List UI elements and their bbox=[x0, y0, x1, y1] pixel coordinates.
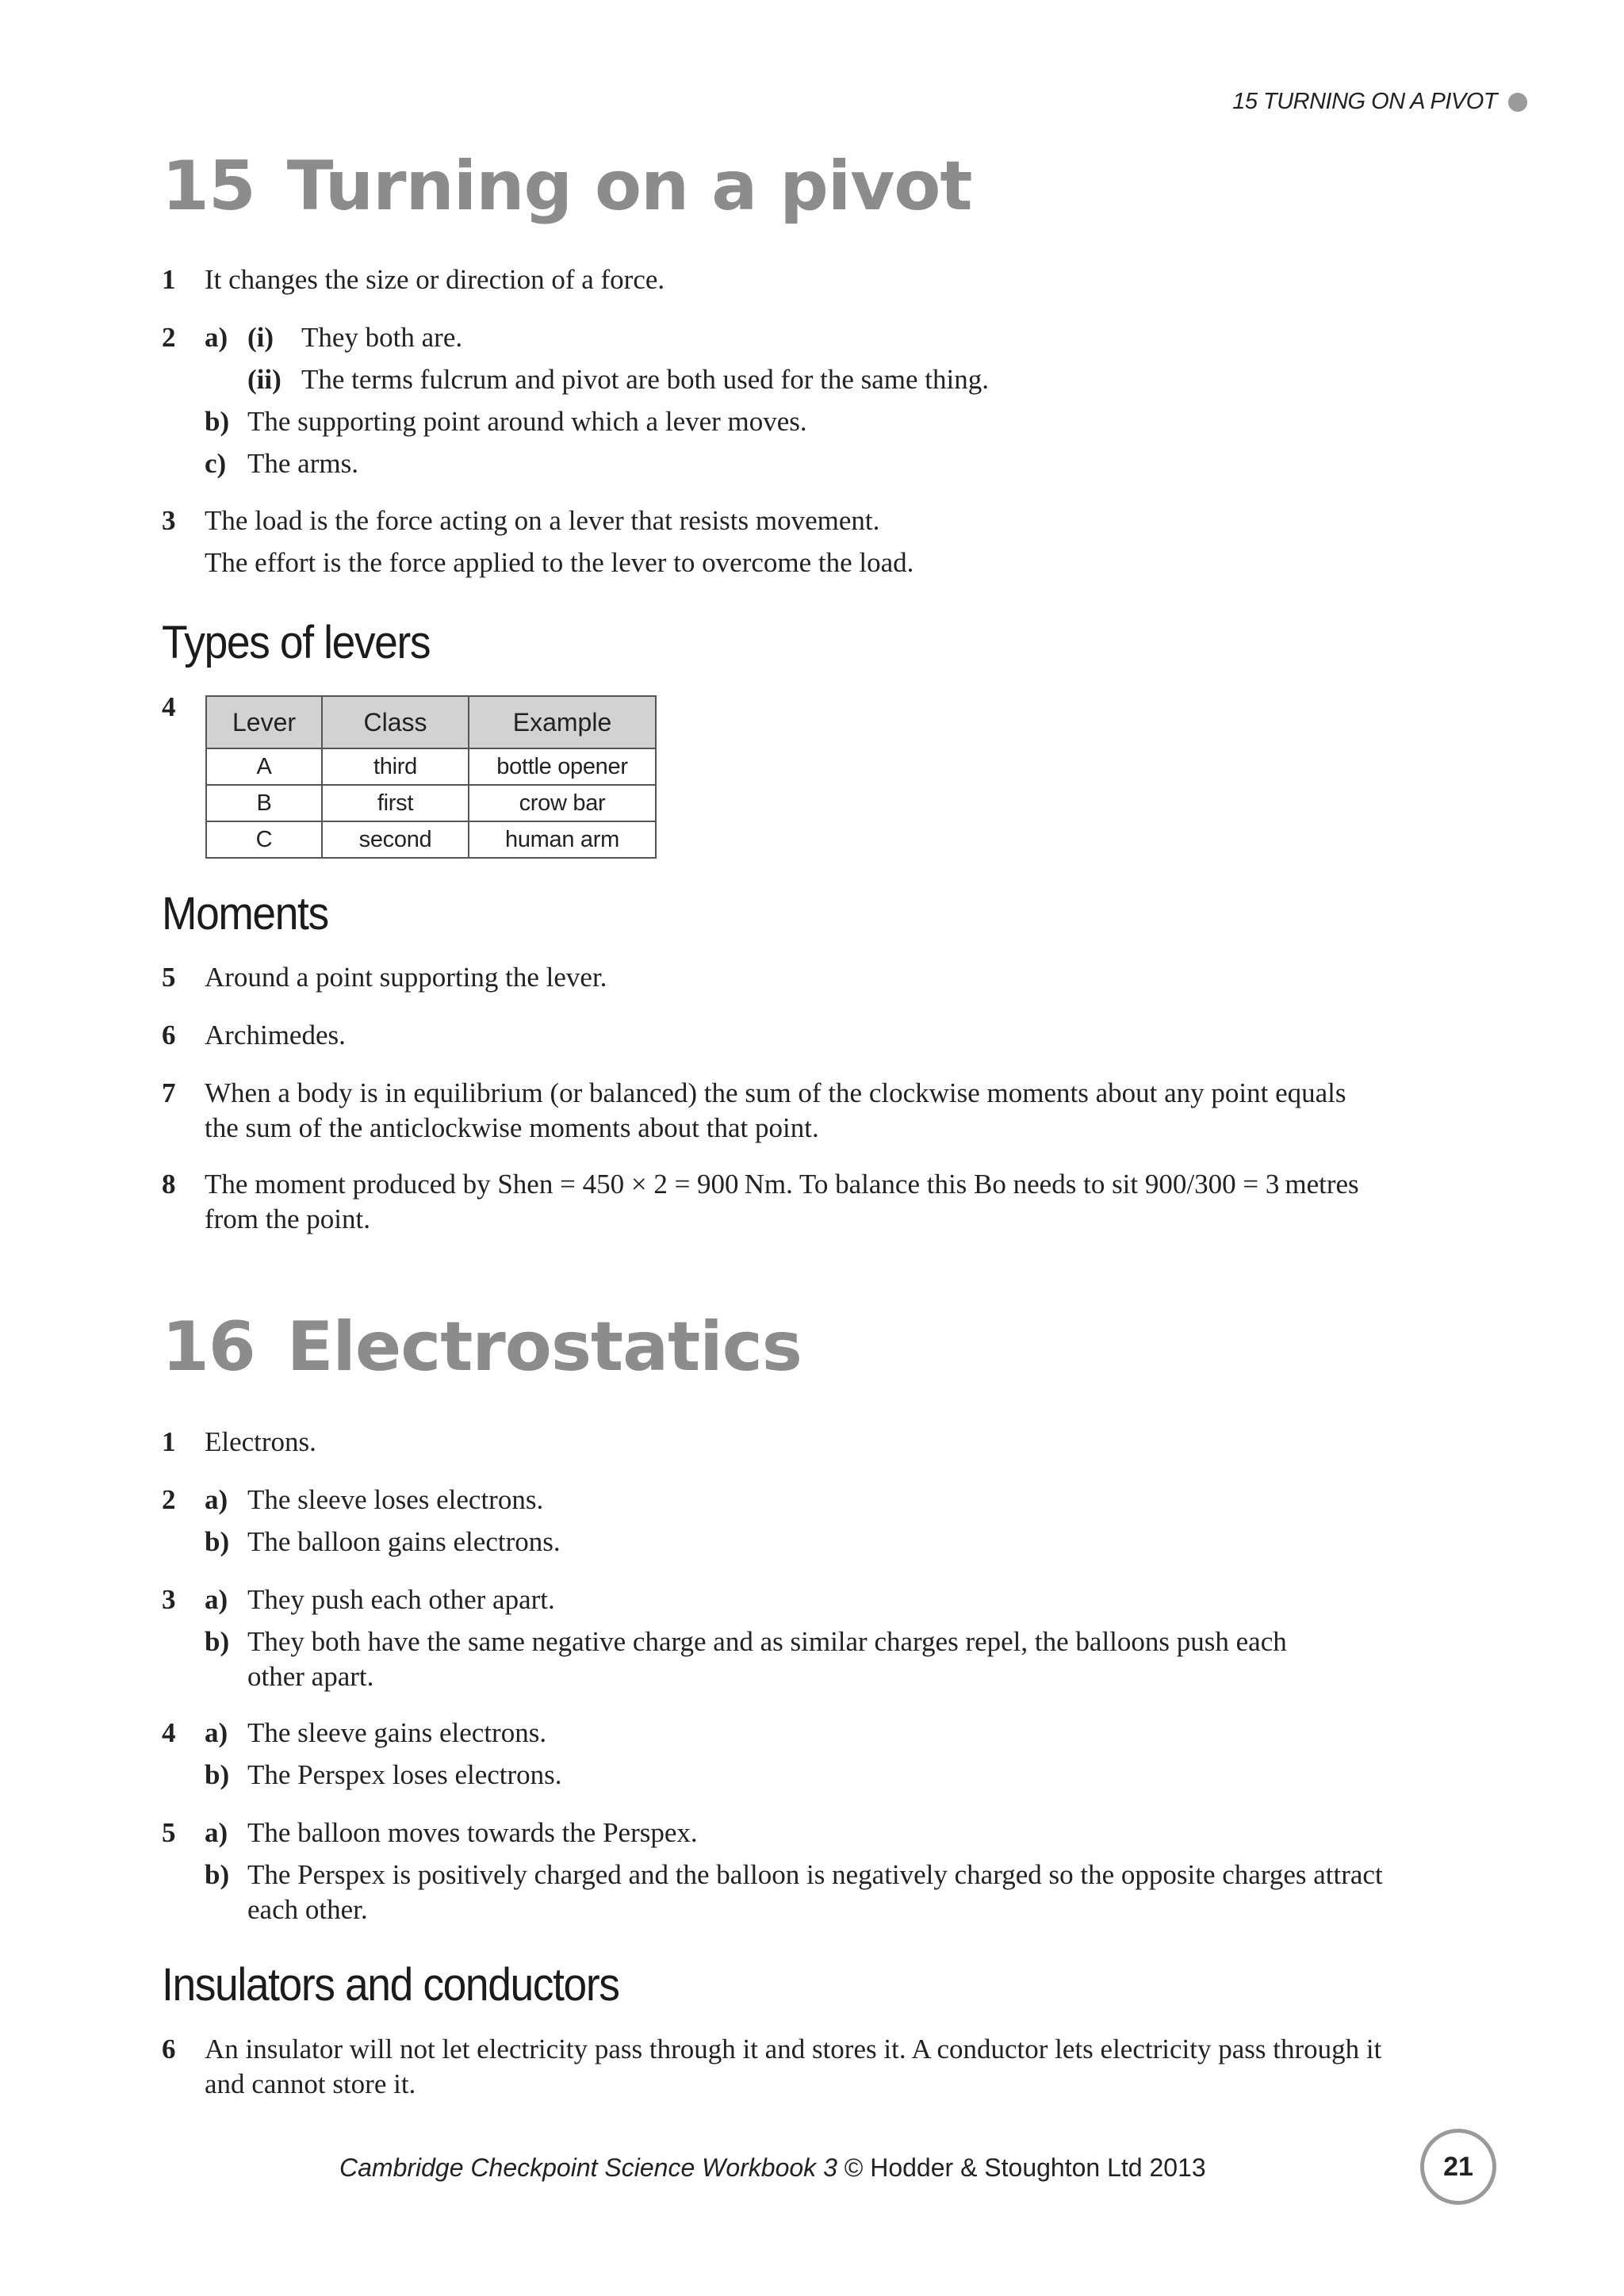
table-cell: A bbox=[206, 748, 322, 785]
column-header: Example bbox=[469, 696, 656, 748]
answer-text: The supporting point around which a lever moves. bbox=[247, 406, 807, 437]
chapter-title-text: Electrostatics bbox=[286, 1307, 802, 1387]
answer-text: The terms fulcrum and pivot are both used for the same thing. bbox=[301, 364, 989, 395]
footer-publisher: © Hodder & Stoughton Ltd 2013 bbox=[837, 2153, 1206, 2182]
chapter-number: 16 bbox=[162, 1307, 255, 1387]
question-number: 3 bbox=[162, 1584, 176, 1615]
section-heading-insulators-and-conductors: Insulators and conductors bbox=[162, 1959, 619, 2011]
part-b bbox=[205, 1624, 1486, 1694]
question-number: 5 bbox=[162, 962, 176, 993]
question-number: 6 bbox=[162, 1020, 176, 1050]
column-header: Class bbox=[322, 696, 469, 748]
levers-table bbox=[205, 695, 657, 859]
question-16-5 bbox=[162, 1816, 1486, 1927]
answer-text: The Perspex is positively charged and the balloon is negatively charged so the opposite charges attract bbox=[247, 1859, 1383, 1890]
part-a bbox=[205, 320, 1486, 397]
question-15-1 bbox=[162, 262, 1486, 297]
answer-text: The effort is the force applied to the lever to overcome the load. bbox=[205, 547, 914, 578]
part-a bbox=[205, 1483, 1486, 1517]
table-cell: third bbox=[322, 748, 469, 785]
subpart-ii bbox=[247, 362, 1486, 397]
table-cell: first bbox=[322, 785, 469, 821]
table-cell: bottle opener bbox=[469, 748, 656, 785]
answer-text: The moment produced by Shen = 450 × 2 = 900 Nm. To balance this Bo needs to sit 900/300 = 3 metres bbox=[205, 1169, 1359, 1200]
question-16-1 bbox=[162, 1425, 1486, 1460]
part-label: a) bbox=[205, 1484, 228, 1515]
question-15-5 bbox=[162, 960, 1486, 995]
subpart-i bbox=[247, 320, 1486, 355]
question-16-3 bbox=[162, 1582, 1486, 1694]
answer-text: Around a point supporting the lever. bbox=[205, 962, 607, 993]
question-number: 8 bbox=[162, 1169, 176, 1200]
question-number: 2 bbox=[162, 1484, 176, 1515]
part-b bbox=[205, 1525, 1486, 1559]
part-label: b) bbox=[205, 406, 230, 437]
chapter-16-title bbox=[162, 1307, 802, 1387]
question-number: 4 bbox=[162, 1717, 176, 1748]
question-number: 1 bbox=[162, 1426, 176, 1457]
question-number: 5 bbox=[162, 1817, 176, 1848]
running-head bbox=[1232, 89, 1527, 115]
answer-text: The load is the force acting on a lever that resists movement. bbox=[205, 505, 880, 536]
part-b bbox=[205, 1858, 1486, 1927]
table-cell: crow bar bbox=[469, 785, 656, 821]
question-15-6 bbox=[162, 1018, 1486, 1053]
page-number: 21 bbox=[1420, 2129, 1496, 2205]
section-heading-moments: Moments bbox=[162, 888, 328, 939]
question-15-3 bbox=[162, 503, 1486, 580]
section-heading-types-of-levers: Types of levers bbox=[162, 617, 431, 668]
question-number: 2 bbox=[162, 322, 176, 353]
table-cell: human arm bbox=[469, 821, 656, 858]
column-header: Lever bbox=[206, 696, 322, 748]
part-b bbox=[205, 404, 1486, 439]
part-label: b) bbox=[205, 1759, 230, 1790]
part-label: a) bbox=[205, 1717, 228, 1748]
table-row bbox=[206, 785, 656, 821]
question-number: 6 bbox=[162, 2034, 176, 2064]
bullet-icon bbox=[1508, 93, 1527, 112]
answer-text: The Perspex loses electrons. bbox=[247, 1759, 562, 1790]
question-15-2 bbox=[162, 320, 1486, 481]
part-label: b) bbox=[205, 1859, 230, 1890]
part-label: a) bbox=[205, 1817, 228, 1848]
question-16-6 bbox=[162, 2032, 1486, 2102]
chapter-title-text: Turning on a pivot bbox=[286, 147, 972, 226]
part-a bbox=[205, 1582, 1486, 1617]
part-label: a) bbox=[205, 1584, 228, 1615]
part-b bbox=[205, 1758, 1486, 1793]
answer-text: The balloon moves towards the Perspex. bbox=[247, 1817, 698, 1848]
part-label: c) bbox=[205, 448, 227, 479]
table-cell: C bbox=[206, 821, 322, 858]
footer-copyright bbox=[339, 2153, 1206, 2183]
answer-text: other apart. bbox=[247, 1661, 374, 1692]
question-15-7 bbox=[162, 1076, 1486, 1146]
table-cell: second bbox=[322, 821, 469, 858]
chapter-number: 15 bbox=[162, 147, 255, 226]
part-label: a) bbox=[205, 322, 228, 353]
answer-text: The sleeve gains electrons. bbox=[247, 1717, 547, 1748]
question-16-4 bbox=[162, 1716, 1486, 1793]
answer-text: They both are. bbox=[301, 322, 463, 353]
answer-text: The sleeve loses electrons. bbox=[247, 1484, 544, 1515]
question-number: 7 bbox=[162, 1077, 176, 1108]
footer-book-title: Cambridge Checkpoint Science Workbook 3 bbox=[339, 2153, 837, 2182]
table-cell: B bbox=[206, 785, 322, 821]
answer-text: from the point. bbox=[205, 1203, 370, 1234]
answer-text: When a body is in equilibrium (or balanced) the sum of the clockwise moments about any point equals bbox=[205, 1077, 1346, 1108]
answer-text: The balloon gains electrons. bbox=[247, 1526, 561, 1557]
part-c bbox=[205, 446, 1486, 481]
answer-text: the sum of the anticlockwise moments about that point. bbox=[205, 1112, 819, 1143]
table-row bbox=[206, 821, 656, 858]
running-head-text: 15 TURNING ON A PIVOT bbox=[1232, 89, 1497, 114]
question-number: 4 bbox=[162, 691, 176, 722]
chapter-15-title bbox=[162, 147, 972, 226]
question-number: 3 bbox=[162, 505, 176, 536]
subpart-label: (ii) bbox=[247, 364, 282, 395]
subpart-label: (i) bbox=[247, 322, 274, 353]
answer-text: Electrons. bbox=[205, 1426, 316, 1457]
part-label: b) bbox=[205, 1626, 230, 1657]
answer-text: An insulator will not let electricity pass through it and stores it. A conductor lets electricity pass through it bbox=[205, 2034, 1382, 2064]
table-row bbox=[206, 748, 656, 785]
table-header-row bbox=[206, 696, 656, 748]
part-label: b) bbox=[205, 1526, 230, 1557]
answer-text: Archimedes. bbox=[205, 1020, 346, 1050]
answer-text: and cannot store it. bbox=[205, 2068, 416, 2099]
answer-text: They both have the same negative charge and as similar charges repel, the balloons push each bbox=[247, 1626, 1287, 1657]
question-16-2 bbox=[162, 1483, 1486, 1559]
answer-text: The arms. bbox=[247, 448, 358, 479]
part-a bbox=[205, 1816, 1486, 1850]
question-15-8 bbox=[162, 1167, 1486, 1237]
answer-text: each other. bbox=[247, 1894, 368, 1925]
answer-text: They push each other apart. bbox=[247, 1584, 555, 1615]
part-a bbox=[205, 1716, 1486, 1751]
answer-text: It changes the size or direction of a force. bbox=[205, 264, 665, 295]
question-number: 1 bbox=[162, 264, 176, 295]
